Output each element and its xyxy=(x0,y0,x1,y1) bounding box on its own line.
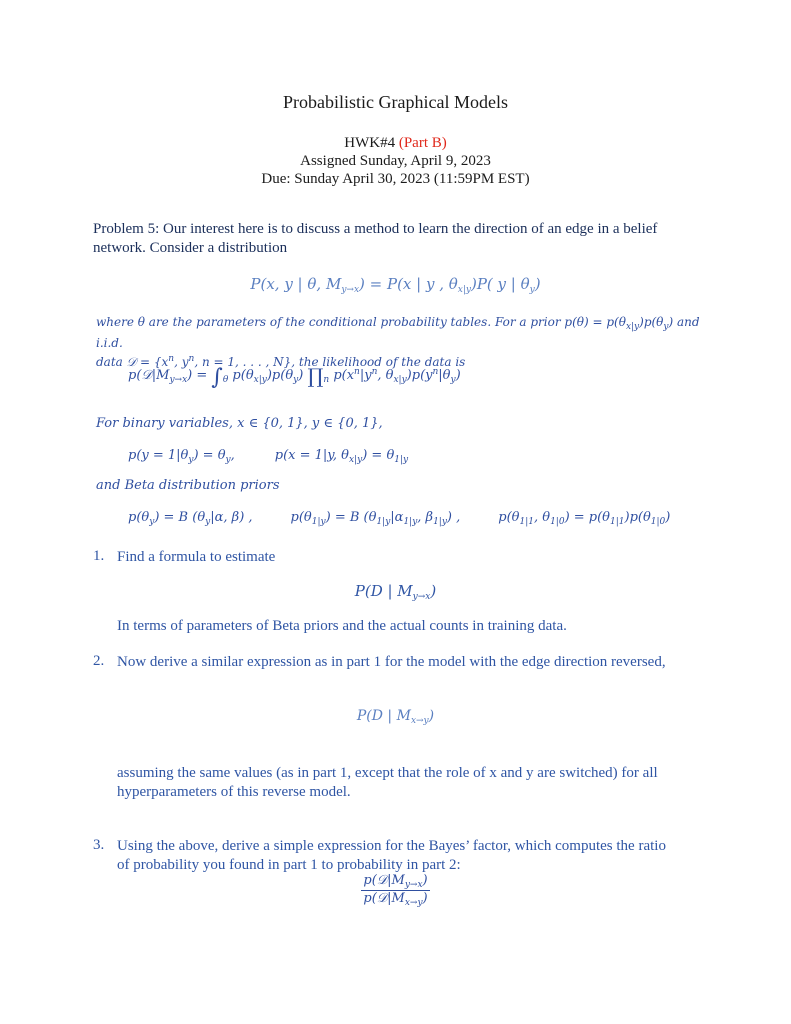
item-3-text-line2: of probability you found in part 1 to probability in part 2: xyxy=(117,857,461,873)
hwk-label: HWK#4 xyxy=(344,135,396,151)
theta-description-line1: where θ are the parameters of the conditional probability tables. For a prior p(θ) = p(θ xyxy=(96,315,626,329)
part-label: (Part B) xyxy=(398,135,447,151)
item-2-equation: P(D | $M_{x\to y}$) xyxy=(356,708,435,726)
item-1-followup: In terms of parameters of Beta priors and the actual counts in training data. xyxy=(117,618,567,634)
item-2-followup-line1: assuming the same values (as in part 1, except that the role of x and y are switched) for all xyxy=(117,765,658,781)
item-3-text-line1: Using the above, derive a simple expression for the Bayes’ factor, which computes the ratio xyxy=(117,838,666,854)
theta-description-line2: data 𝒟 = {x xyxy=(96,355,169,369)
beta-equations: $p(\theta_y) = B$ ($\theta_y|\alpha$, β) , $p(\theta_{1|y}) = B$ ($\theta_{1|y}|\alpha_{1|y}$, $\beta_{1|y}$) , $p(\theta_{1|1}$, $\theta_{1|0}) = p(\theta_{1|1})p(\theta_{1|0})$ xyxy=(128,510,671,527)
page-title: Probabilistic Graphical Models xyxy=(283,92,508,112)
binary-variables-text: For binary variables, x ∈ {0, 1}, y ∈ {0, 1}, xyxy=(96,416,383,431)
beta-priors-text: and Beta distribution priors xyxy=(96,478,280,493)
hwk-line xyxy=(0,134,791,152)
binary-equations: $p(y = 1|\theta_y) = \theta_y$, p(x = 1|y, $\theta_{x|y}) = \theta_{1|y}$ xyxy=(128,448,409,465)
item-2-number: 2. xyxy=(93,653,105,669)
distribution-equation: P(x, y | θ, $M_{y\to x}) = P(x$ | y , $\theta_{x|y})P$( y | $\theta_y$) xyxy=(250,275,541,295)
theta-description: where θ are the parameters of the conditional probability tables. For a prior $p(\theta) = p(\theta_{x|y})p(\theta_y)$ and i.i.d. data 𝒟 = {$x^n$, $y^n$, n = 1, . . . , N}, the likelihood of the data is xyxy=(96,315,700,369)
problem-intro xyxy=(93,220,733,258)
problem-intro-line1: Problem 5: Our interest here is to discuss a method to learn the direction of an edge in a belief xyxy=(93,221,658,237)
bayes-factor-equation: $\frac{p(𝒟|M_{y\to x})}{p(𝒟|M_{x\to y})}$ xyxy=(363,873,428,908)
assigned-date: Assigned Sunday, April 9, 2023 xyxy=(300,153,491,169)
due-date: Due: Sunday April 30, 2023 (11:59PM EST) xyxy=(261,171,530,187)
item-2-followup-line2: hyperparameters of this reverse model. xyxy=(117,784,351,800)
item-1-equation: P(D | $M_{y\to x}$) xyxy=(354,582,437,602)
likelihood-equation: $p(𝒟|M_{y\to x}) = \int_\theta$ $p(\theta_{x|y})p(\theta_y)$ $\prod_n$ $p(x^n|y^n$, $\theta_{x|y})p(y^n|\theta_y)$ xyxy=(128,364,461,390)
item-3-text xyxy=(117,837,737,875)
item-3-number: 3. xyxy=(93,837,105,853)
problem-intro-line2: network. Consider a distribution xyxy=(93,240,288,256)
item-1-text: Find a formula to estimate xyxy=(117,549,276,565)
item-1-number: 1. xyxy=(93,548,105,564)
item-2-text: Now derive a similar expression as in part 1 for the model with the edge direction reversed, xyxy=(117,654,666,670)
item-2-followup xyxy=(117,764,737,802)
